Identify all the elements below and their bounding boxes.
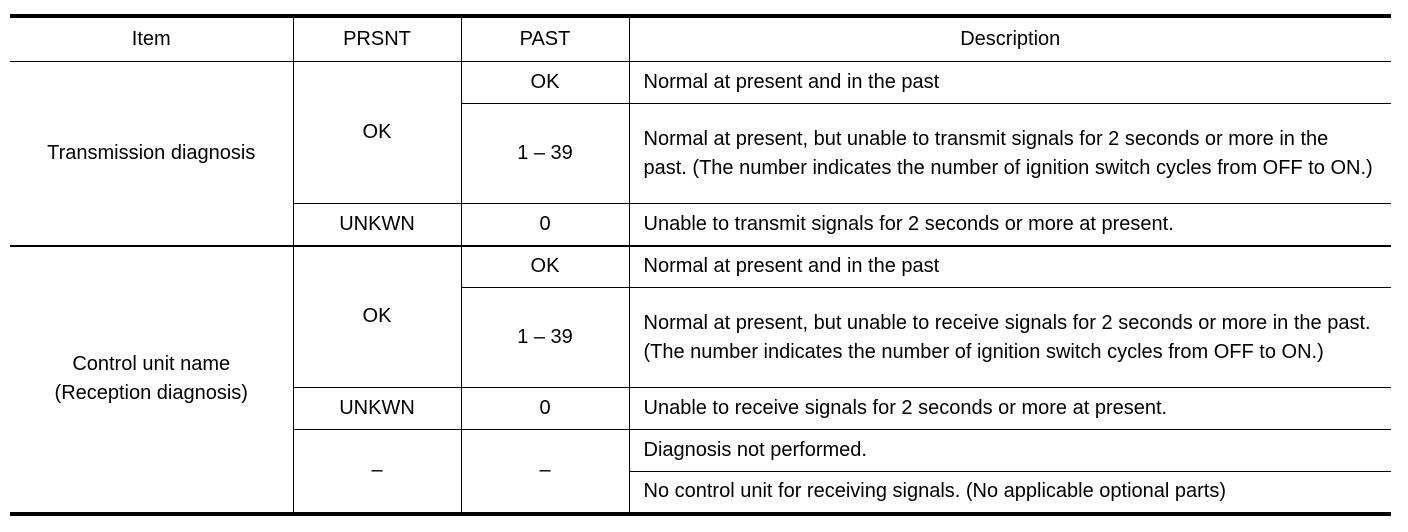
past-cell: 1 – 39 [461,288,629,388]
description-cell: Normal at present and in the past [629,246,1391,288]
header-description: Description [629,16,1391,62]
diagnosis-table [10,14,1391,516]
prsnt-cell: OK [293,62,461,204]
header-past: PAST [461,16,629,62]
prsnt-cell: UNKWN [293,204,461,246]
prsnt-cell: UNKWN [293,388,461,430]
prsnt-cell: OK [293,246,461,388]
table-row [10,62,1391,104]
past-cell: 1 – 39 [461,104,629,204]
item-reception: Control unit name (Reception diagnosis) [10,246,293,514]
header-item: Item [10,16,293,62]
past-cell: 0 [461,204,629,246]
item-transmission: Transmission diagnosis [10,62,293,246]
past-cell: – [461,430,629,514]
header-prsnt: PRSNT [293,16,461,62]
description-cell: Unable to receive signals for 2 seconds or more at present. [629,388,1391,430]
table-row [10,246,1391,288]
prsnt-cell: – [293,430,461,514]
past-cell: 0 [461,388,629,430]
description-cell: No control unit for receiving signals. (No applicable optional parts) [629,472,1391,514]
header-row [10,16,1391,62]
description-cell: Normal at present, but unable to receive signals for 2 seconds or more in the past. (The number indicates the number of ignition switch cycles from OFF to ON.) [629,288,1391,388]
past-cell: OK [461,246,629,288]
description-cell: Normal at present, but unable to transmit signals for 2 seconds or more in the past. (The number indicates the number of ignition switch cycles from OFF to ON.) [629,104,1391,204]
description-cell: Unable to transmit signals for 2 seconds or more at present. [629,204,1391,246]
description-cell: Diagnosis not performed. [629,430,1391,472]
past-cell: OK [461,62,629,104]
description-cell: Normal at present and in the past [629,62,1391,104]
